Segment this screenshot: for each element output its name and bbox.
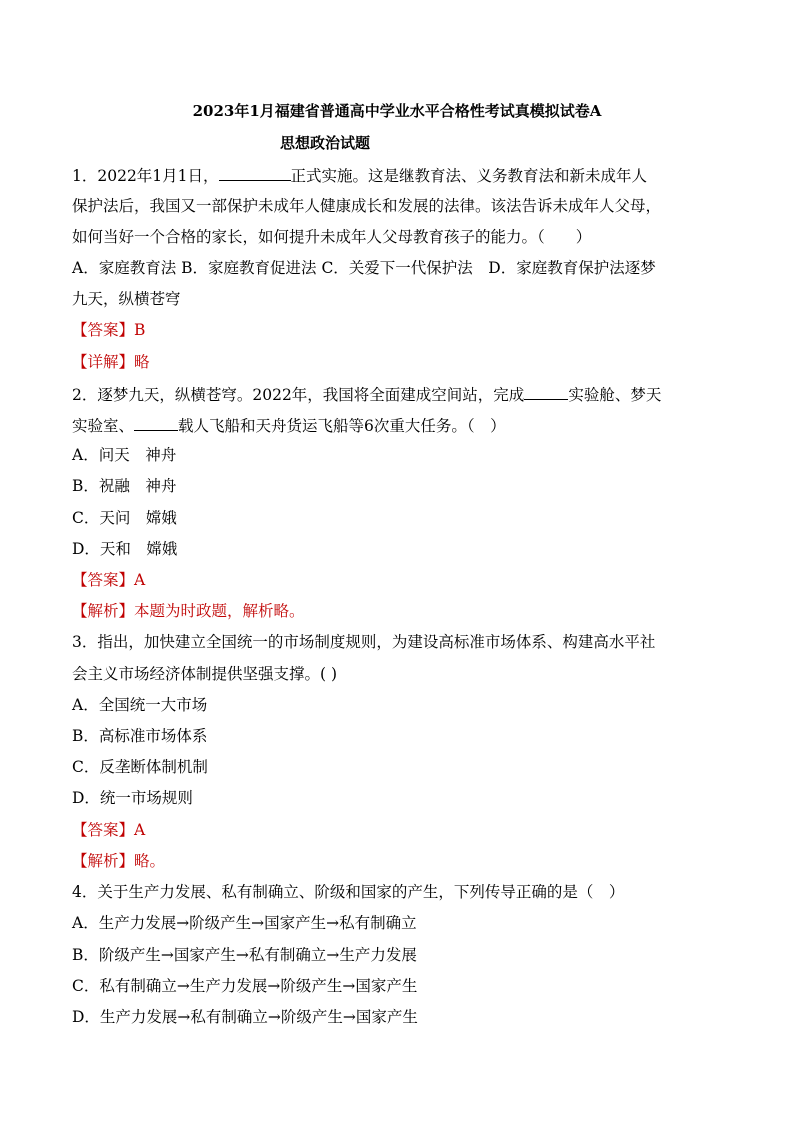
q3-option-c: C．反垄断体制机制 xyxy=(72,758,208,776)
q3-option-b: B．高标准市场体系 xyxy=(72,727,208,745)
answer-value: A xyxy=(134,571,146,589)
q1-explanation xyxy=(72,352,150,372)
q2-stem-line1 xyxy=(72,383,661,405)
q3-option-d: D．统一市场规则 xyxy=(72,789,193,807)
q1-stem-pre: 1．2022年1月1日， xyxy=(72,167,219,185)
q2-answer xyxy=(72,570,145,590)
exam-title: 2023年1月福建省普通高中学业水平合格性考试真模拟试卷A xyxy=(192,102,602,120)
q2-option-a: A．问天 神舟 xyxy=(72,446,177,464)
q1-answer xyxy=(72,320,145,340)
q2-stem2-pre: 实验室、 xyxy=(72,417,135,435)
q3-stem-line2: 会主义市场经济体制提供坚强支撑。( ) xyxy=(72,665,338,683)
q4-option-c: C．私有制确立→生产力发展→阶级产生→国家产生 xyxy=(72,977,418,995)
q2-stem-line2 xyxy=(72,414,506,436)
explain-value: 略。 xyxy=(134,852,166,870)
q2-stem-pre: 2．逐梦九天，纵横苍穹。2022年，我国将全面建成空间站，完成 xyxy=(72,386,525,404)
q1-options-line2: 九天，纵横苍穹 xyxy=(72,290,181,308)
answer-label: 【答案】 xyxy=(72,821,135,839)
explain-label: 【解析】 xyxy=(72,602,135,620)
q4-option-b: B．阶级产生→国家产生→私有制确立→生产力发展 xyxy=(72,946,417,964)
q2-explanation xyxy=(72,601,305,621)
answer-value: B xyxy=(134,321,146,339)
q2-blank-1 xyxy=(524,383,568,400)
q2-option-c: C．天问 嫦娥 xyxy=(72,509,177,527)
q1-stem-line1 xyxy=(72,164,647,186)
answer-value: A xyxy=(134,821,146,839)
explain-label: 【解析】 xyxy=(72,852,135,870)
q3-stem-line1: 3．指出，加快建立全国统一的市场制度规则，为建设高标准市场体系、构建高水平社 xyxy=(72,633,656,651)
explain-value: 本题为时政题，解析略。 xyxy=(134,602,305,620)
q3-answer xyxy=(72,820,145,840)
q4-option-d: D．生产力发展→私有制确立→阶级产生→国家产生 xyxy=(72,1008,418,1026)
exam-subtitle: 思想政治试题 xyxy=(280,134,371,152)
q3-explanation xyxy=(72,851,165,871)
q2-stem2-post: 载人飞船和天舟货运飞船等6次重大任务。（ ） xyxy=(178,417,506,435)
q2-stem-post: 实验舱、梦天 xyxy=(568,386,662,404)
q4-stem-line1: 4．关于生产力发展、私有制确立、阶级和国家的产生，下列传导正确的是（ ） xyxy=(72,883,625,901)
q1-stem-line2: 保护法后，我国又一部保护未成年人健康成长和发展的法律。该法告诉未成年人父母， xyxy=(72,197,662,215)
q4-option-a: A．生产力发展→阶级产生→国家产生→私有制确立 xyxy=(72,914,417,932)
q1-blank xyxy=(219,164,291,181)
explain-value: 略 xyxy=(134,353,150,371)
explain-label: 【详解】 xyxy=(72,353,135,371)
q1-options-line1: A．家庭教育法 B．家庭教育促进法 C．关爱下一代保护法 D．家庭教育保护法逐梦 xyxy=(72,259,656,277)
q2-blank-2 xyxy=(134,414,178,431)
q1-stem-post: 正式实施。这是继教育法、义务教育法和新未成年人 xyxy=(290,167,648,185)
answer-label: 【答案】 xyxy=(72,321,135,339)
q1-stem-line3: 如何当好一个合格的家长，如何提升未成年人父母教育孩子的能力。（ ） xyxy=(72,228,592,246)
q2-option-b: B．祝融 神舟 xyxy=(72,477,177,495)
q3-option-a: A．全国统一大市场 xyxy=(72,696,208,714)
q2-option-d: D．天和 嫦娥 xyxy=(72,540,178,558)
answer-label: 【答案】 xyxy=(72,571,135,589)
